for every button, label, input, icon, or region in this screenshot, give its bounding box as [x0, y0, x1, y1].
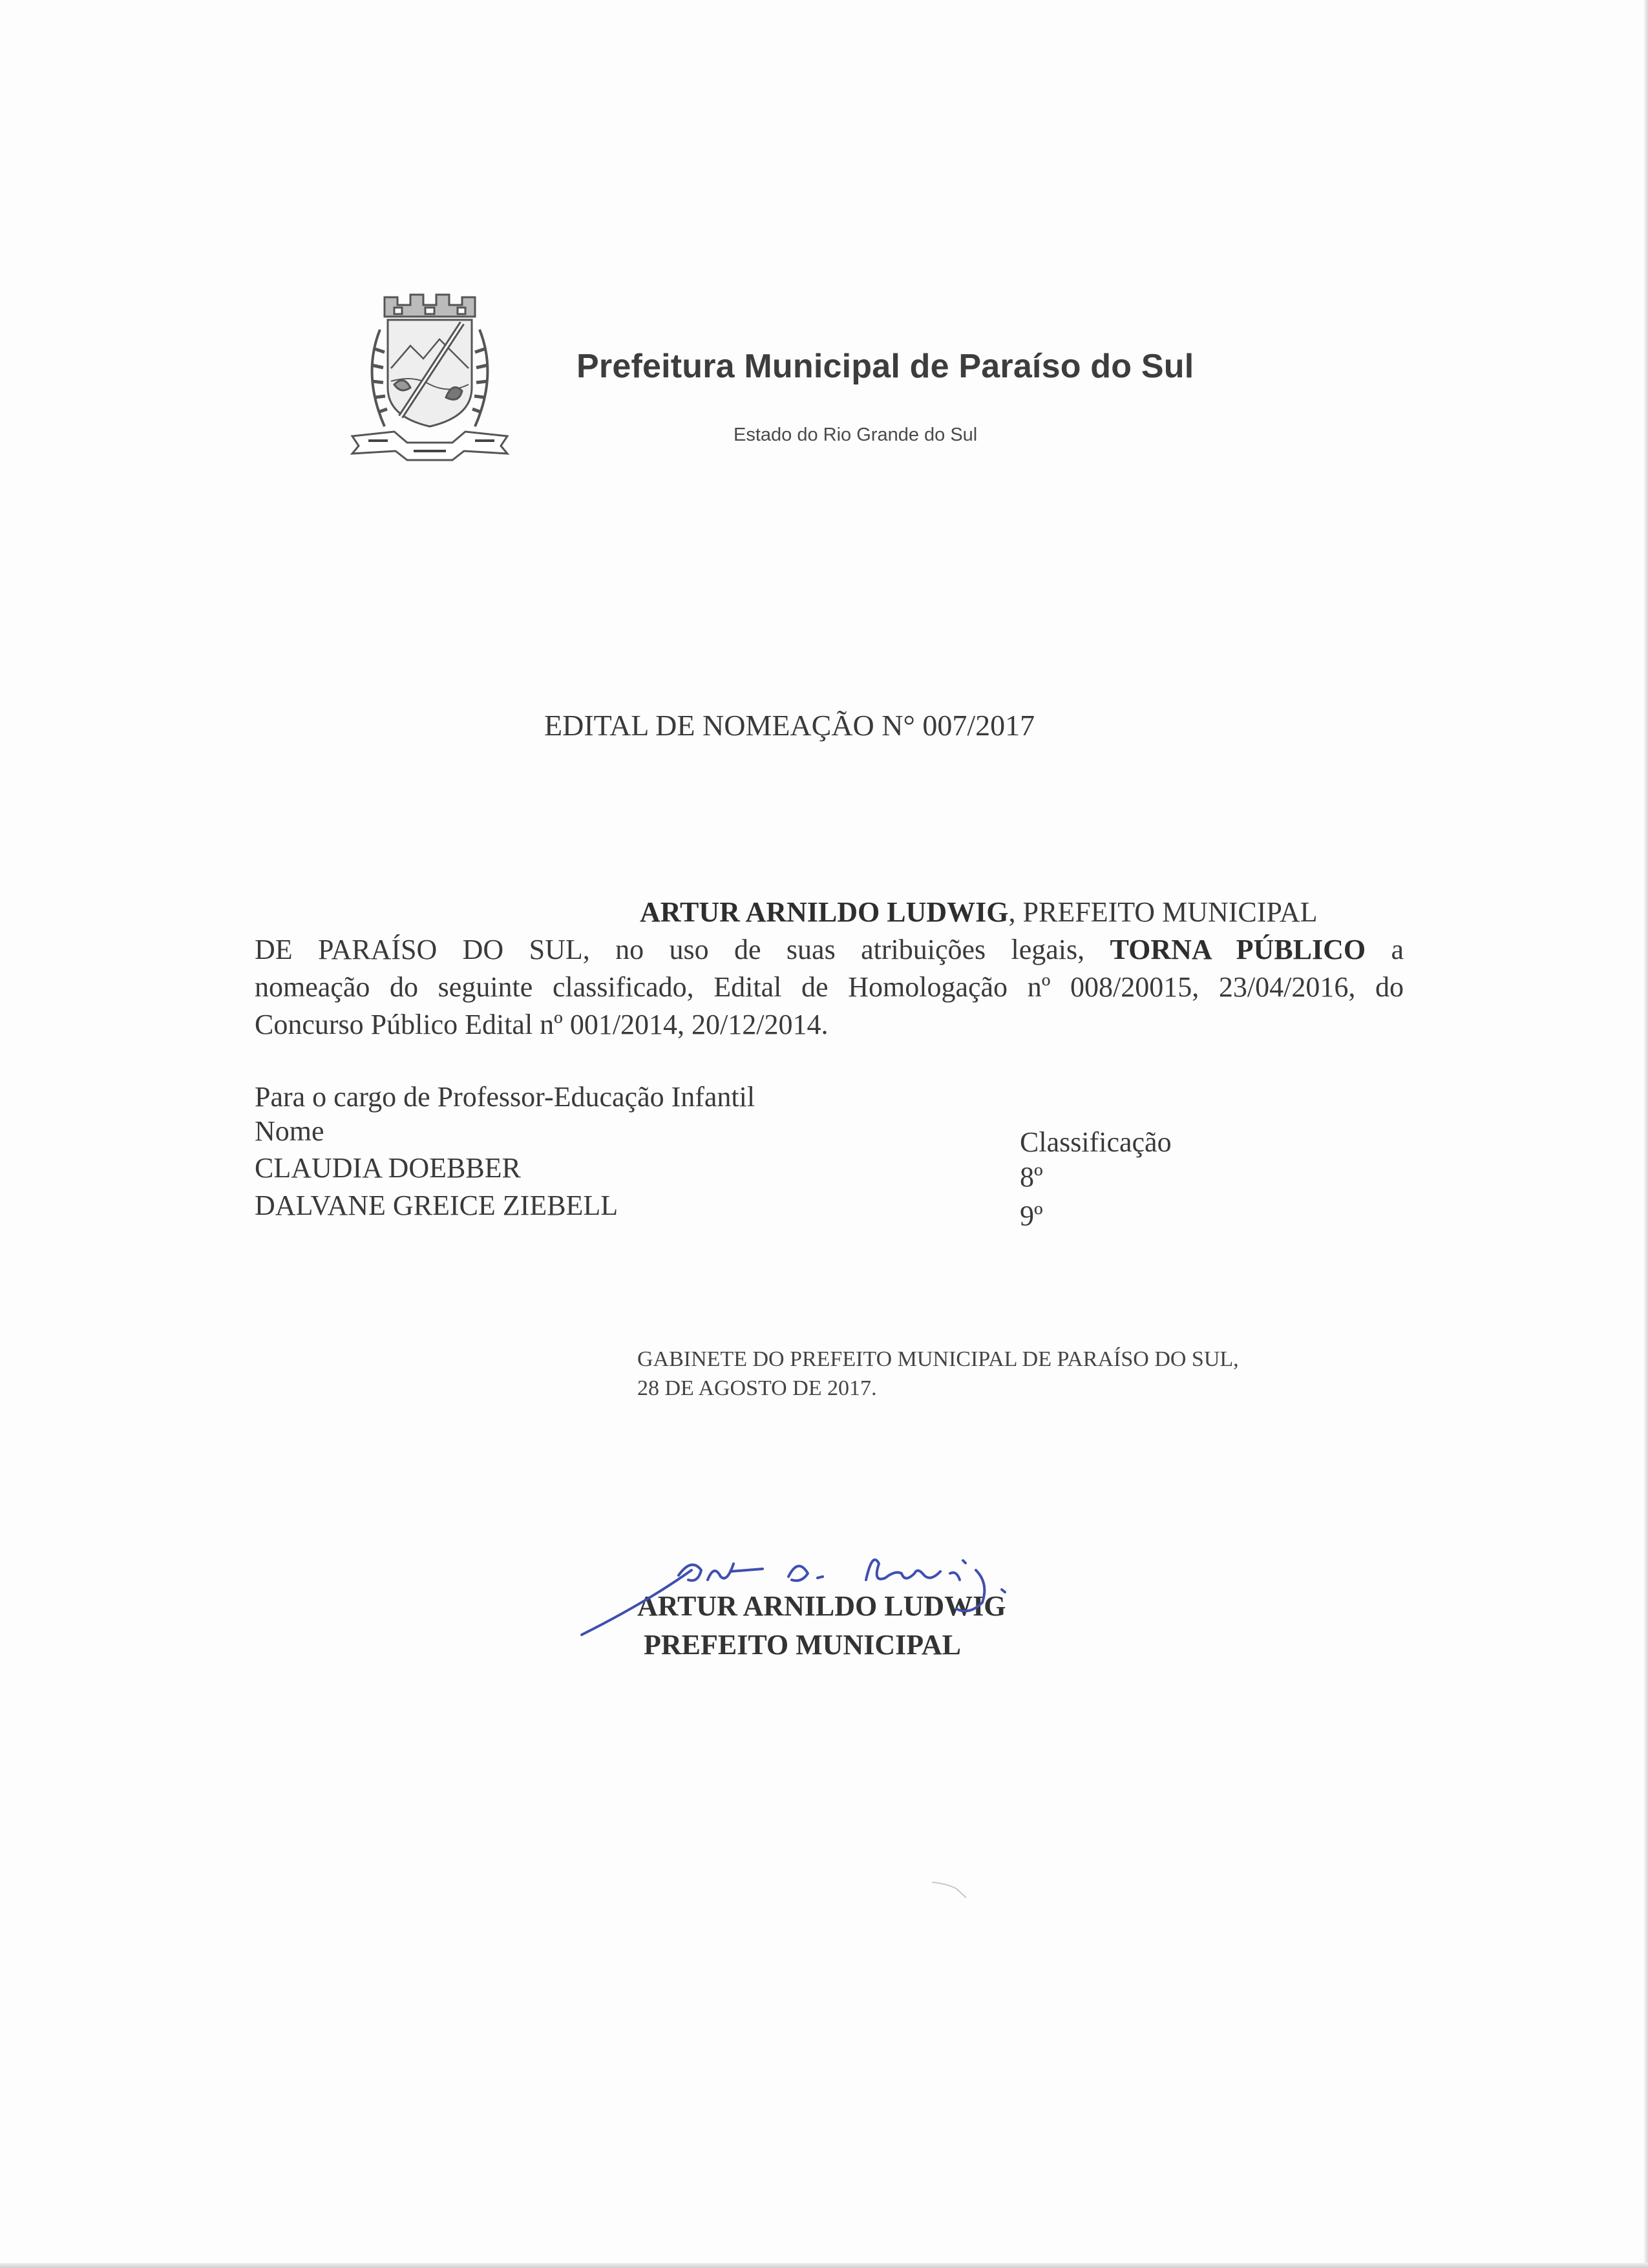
header-title: Prefeitura Municipal de Paraíso do Sul — [576, 348, 1194, 385]
classification-column-header: Classificação — [1020, 1126, 1172, 1158]
footer-date: 28 DE AGOSTO DE 2017. — [637, 1376, 877, 1400]
candidate-rank: 8º — [1020, 1161, 1043, 1193]
scan-edge-bottom — [0, 2263, 1648, 2268]
cargo-label: Para o cargo de Professor-Educação Infantil — [255, 1081, 755, 1113]
signatory-name: ARTUR ARNILDO LUDWIG — [637, 1590, 1006, 1622]
scan-edge-right — [1644, 0, 1648, 2268]
body-paragraph — [255, 894, 1404, 1044]
stray-mark — [931, 1877, 969, 1903]
mayor-title: , PREFEITO MUNICIPAL — [1008, 896, 1318, 928]
paragraph-line-2-tail: a — [1391, 934, 1404, 965]
signatory-role: PREFEITO MUNICIPAL — [644, 1629, 961, 1661]
document-title: EDITAL DE NOMEAÇÃO N° 007/2017 — [544, 709, 1035, 742]
footer-office: GABINETE DO PREFEITO MUNICIPAL DE PARAÍSO DO SUL, — [637, 1347, 1239, 1371]
candidate-rank: 9º — [1020, 1200, 1043, 1232]
paragraph-line-4: Concurso Público Edital nº 001/2014, 20/12/2014. — [255, 1009, 829, 1040]
candidate-name: CLAUDIA DOEBBER — [255, 1152, 521, 1184]
paragraph-line-3: nomeação do seguinte classificado, Edital de Homologação nº 008/20015, 23/04/2016, do — [255, 971, 1404, 1003]
coat-of-arms-icon — [349, 291, 511, 478]
mayor-name: ARTUR ARNILDO LUDWIG — [640, 896, 1009, 928]
paragraph-line-2 — [255, 931, 1404, 969]
name-column-header: Nome — [255, 1115, 324, 1147]
paragraph-line-1 — [255, 894, 1404, 931]
candidate-name: DALVANE GREICE ZIEBELL — [255, 1190, 618, 1221]
header-subtitle: Estado do Rio Grande do Sul — [734, 425, 978, 445]
handwritten-signature — [569, 1544, 1099, 1654]
torna-publico: TORNA PÚBLICO — [1110, 934, 1366, 965]
paragraph-line-2-head: DE PARAÍSO DO SUL, no uso de suas atribuições legais, — [255, 934, 1085, 965]
